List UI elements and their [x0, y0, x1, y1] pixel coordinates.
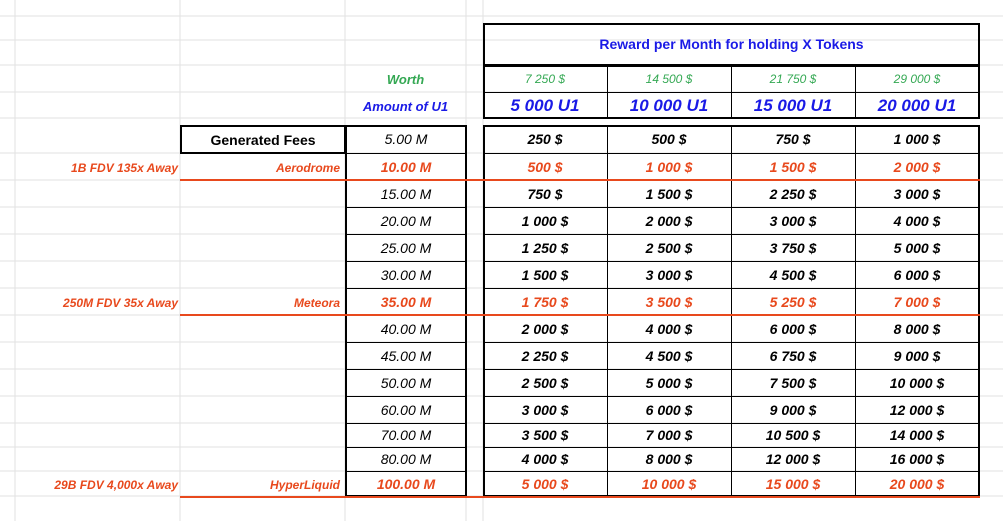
fdv-label: 29B FDV 4,000x Away [54, 478, 178, 492]
fdv-label: 1B FDV 135x Away [71, 161, 178, 175]
reward-cell: 1 000 $ [893, 131, 941, 147]
reward-cell: 750 $ [527, 186, 563, 202]
column-amount-value: 20 000 U1 [877, 96, 957, 115]
row-divider [345, 261, 467, 262]
highlight-underline [180, 496, 980, 498]
fees-cell: 25.00 M [380, 240, 432, 256]
reward-cell: 5 000 $ [893, 240, 941, 256]
reward-cell: 5 250 $ [769, 294, 817, 310]
reward-cell: 3 000 $ [645, 267, 693, 283]
reward-cell: 5 000 $ [645, 375, 693, 391]
row-divider [345, 396, 467, 397]
reward-cell: 4 000 $ [893, 213, 941, 229]
fees-cell: 35.00 M [380, 294, 432, 310]
row-divider [483, 234, 980, 235]
reward-cell: 4 500 $ [769, 267, 817, 283]
reward-cell: 2 000 $ [521, 321, 569, 337]
column-amount-value: 10 000 U1 [629, 96, 709, 115]
reward-cell: 4 000 $ [645, 321, 693, 337]
reward-cell: 10 000 $ [889, 375, 945, 391]
reward-cell: 3 000 $ [893, 186, 941, 202]
reward-cell: 20 000 $ [889, 476, 945, 492]
reward-cell: 6 000 $ [769, 321, 817, 337]
reward-cell: 2 500 $ [645, 240, 693, 256]
row-divider [483, 447, 980, 448]
fees-cell: 60.00 M [380, 402, 432, 418]
reward-cell: 500 $ [651, 131, 687, 147]
reward-cell: 750 $ [775, 131, 811, 147]
protocol-label: HyperLiquid [269, 478, 340, 492]
reward-cell: 1 250 $ [521, 240, 569, 256]
reward-cell: 5 000 $ [521, 476, 569, 492]
column-worth-value: 7 250 $ [524, 72, 566, 86]
reward-cell: 3 500 $ [521, 427, 569, 443]
fees-cell: 15.00 M [380, 186, 432, 202]
reward-cell: 3 000 $ [769, 213, 817, 229]
generated-fees-label: Generated Fees [210, 132, 316, 148]
column-worth-value: 14 500 $ [645, 72, 693, 86]
row-divider [483, 288, 980, 289]
reward-cell: 3 000 $ [521, 402, 569, 418]
row-divider [345, 423, 467, 424]
reward-cell: 15 000 $ [765, 476, 821, 492]
amount-label: Amount of U1 [362, 99, 449, 114]
protocol-label: Aerodrome [275, 161, 340, 175]
fees-cell: 45.00 M [380, 348, 432, 364]
reward-cell: 16 000 $ [889, 451, 945, 467]
reward-cell: 8 000 $ [893, 321, 941, 337]
reward-cell: 1 500 $ [645, 186, 693, 202]
fees-cell: 80.00 M [380, 451, 432, 467]
reward-cell: 1 750 $ [521, 294, 569, 310]
reward-cell: 12 000 $ [889, 402, 945, 418]
highlight-underline [180, 179, 980, 181]
column-worth-value: 21 750 $ [769, 72, 817, 86]
reward-cell: 4 500 $ [645, 348, 693, 364]
fees-cell: 40.00 M [380, 321, 432, 337]
reward-cell: 8 000 $ [645, 451, 693, 467]
row-divider [345, 288, 467, 289]
reward-cell: 1 500 $ [769, 159, 817, 175]
row-divider [345, 447, 467, 448]
fees-cell: 5.00 M [384, 131, 428, 147]
reward-cell: 6 750 $ [769, 348, 817, 364]
row-divider [345, 207, 467, 208]
reward-cell: 10 500 $ [765, 427, 821, 443]
fees-cell: 30.00 M [380, 267, 432, 283]
reward-cell: 3 750 $ [769, 240, 817, 256]
reward-cell: 10 000 $ [641, 476, 697, 492]
fees-cell: 100.00 M [376, 476, 436, 492]
row-divider [345, 369, 467, 370]
row-divider [345, 234, 467, 235]
reward-cell: 7 000 $ [893, 294, 941, 310]
row-divider [483, 153, 980, 154]
reward-cell: 2 250 $ [769, 186, 817, 202]
row-divider [483, 396, 980, 397]
worth-label: Worth [386, 72, 425, 87]
reward-cell: 9 000 $ [769, 402, 817, 418]
reward-cell: 500 $ [527, 159, 563, 175]
fees-cell: 20.00 M [380, 213, 432, 229]
fdv-label: 250M FDV 35x Away [63, 296, 178, 310]
row-divider [345, 471, 467, 472]
column-amount-value: 15 000 U1 [753, 96, 833, 115]
reward-cell: 250 $ [527, 131, 563, 147]
column-worth-value: 29 000 $ [893, 72, 941, 86]
reward-cell: 9 000 $ [893, 348, 941, 364]
reward-cell: 6 000 $ [893, 267, 941, 283]
row-divider [483, 261, 980, 262]
reward-cell: 7 000 $ [645, 427, 693, 443]
reward-cell: 12 000 $ [765, 451, 821, 467]
reward-cell: 6 000 $ [645, 402, 693, 418]
reward-cell: 2 250 $ [521, 348, 569, 364]
fees-cell: 10.00 M [380, 159, 432, 175]
row-divider [483, 342, 980, 343]
row-divider [483, 423, 980, 424]
reward-cell: 14 000 $ [889, 427, 945, 443]
reward-cell: 3 500 $ [645, 294, 693, 310]
highlight-underline [180, 314, 980, 316]
fees-cell: 70.00 M [380, 427, 432, 443]
row-divider [483, 471, 980, 472]
reward-cell: 7 500 $ [769, 375, 817, 391]
reward-cell: 1 500 $ [521, 267, 569, 283]
fees-cell: 50.00 M [380, 375, 432, 391]
reward-cell: 1 000 $ [645, 159, 693, 175]
reward-cell: 1 000 $ [521, 213, 569, 229]
column-amount-value: 5 000 U1 [510, 96, 580, 115]
protocol-label: Meteora [293, 296, 340, 310]
reward-cell: 2 000 $ [645, 213, 693, 229]
row-divider [483, 207, 980, 208]
reward-header-title: Reward per Month for holding X Tokens [599, 36, 864, 52]
reward-cell: 2 000 $ [893, 159, 941, 175]
row-divider [345, 342, 467, 343]
row-divider [345, 153, 467, 154]
reward-cell: 4 000 $ [521, 451, 569, 467]
row-divider [483, 369, 980, 370]
reward-cell: 2 500 $ [521, 375, 569, 391]
